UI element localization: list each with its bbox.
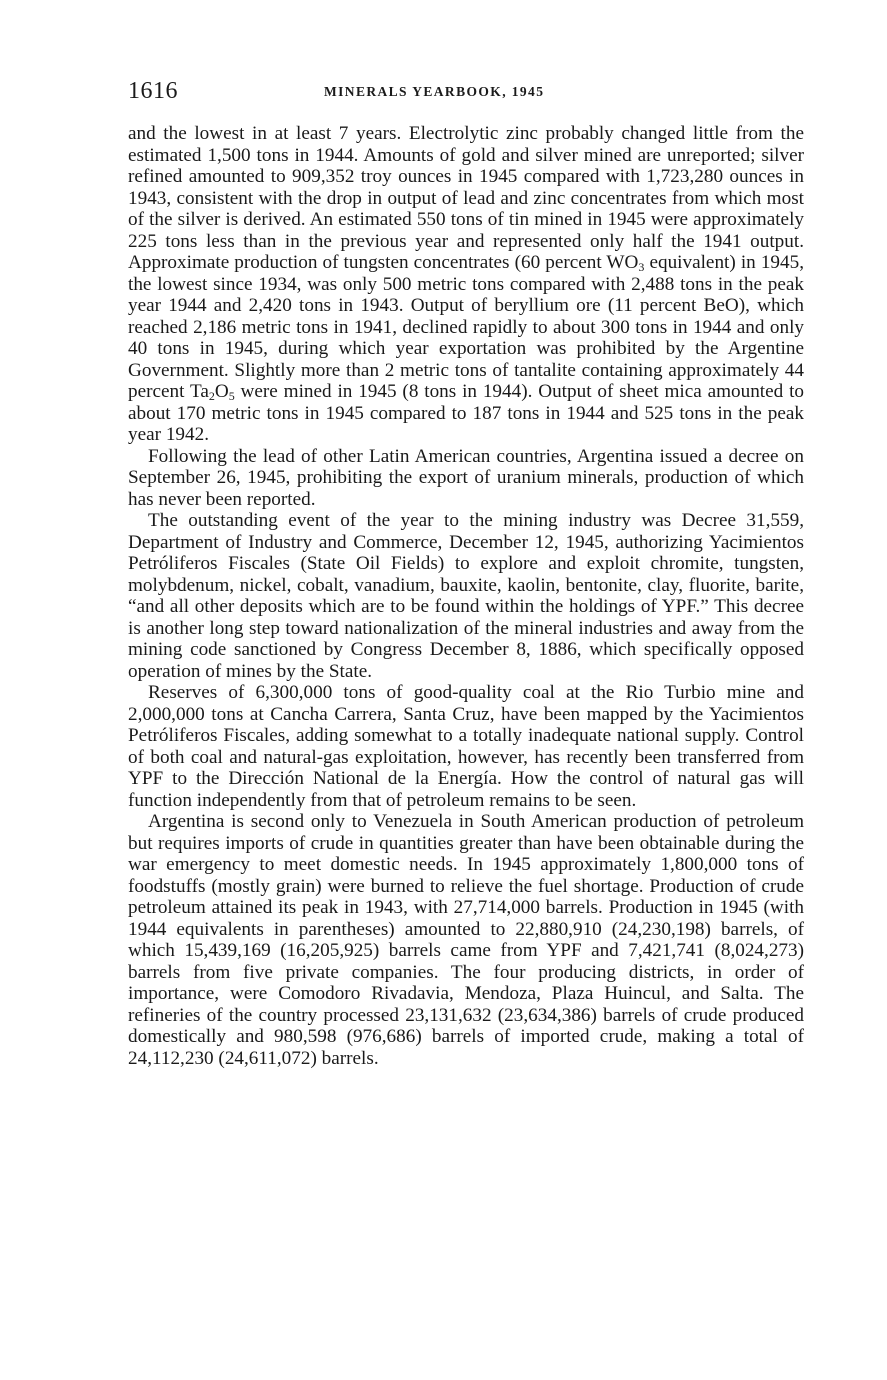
text-run: were mined in 1945 (8 tons in 1944). Output of sheet mica amounted to about 170 metric tons in 1945 compared to 187 tons in 1944 and 525 tons in the peak year 1942. — [128, 381, 804, 445]
page-header — [128, 76, 804, 108]
paragraph-uranium-decree: Following the lead of other Latin American countries, Argentina issued a decree on September 26, 1945, prohibiting the export of uranium minerals, production of which has never been reported. — [128, 445, 804, 510]
paragraph-decree-31559: The outstanding event of the year to the mining industry was Decree 31,559, Department of Industry and Commerce, December 12, 1945, authorizing Yacimientos Petróliferos Fiscales (State Oil Fields) to explore and exploit chromite, tungsten, molybdenum, nickel, cobalt, vanadium, bauxite, kaolin, bentonite, clay, fluorite, barite, “and all other deposits which are to be found within the holdings of YPF.” This decree is another long step toward nationalization of the mineral industries and away from the mining code sanctioned by Congress December 8, 1886, which specifically opposed operation of mines by the State. — [128, 510, 804, 682]
subscript: 2 — [208, 389, 215, 403]
subscript: 5 — [228, 389, 235, 403]
page-number: 1616 — [128, 78, 178, 104]
paragraph-coal-reserves: Reserves of 6,300,000 tons of good-quality coal at the Rio Turbio mine and 2,000,000 tons at Cancha Carrera, Santa Cruz, have been mapped by the Yacimientos Petróliferos Fiscales, adding somewhat to a totally inadequate national supply. Control of both coal and natural-gas exploitation, however, has recently been transferred from YPF to the Dirección National de la Energía. How the control of natural gas will function independently from that of petroleum remains to be seen. — [128, 682, 804, 811]
text-run: and the lowest in at least 7 years. Electrolytic zinc probably changed little from the estimated 1,500 tons in 1944. Amounts of gold and silver mined are unreported; silver refined amounted to 909,352 troy ounces in 1945 compared with 1,723,280 ounces in 1943, consistent with the drop in output of lead and zinc concentrates from which most of the silver is derived. An estimated 550 tons of tin mined in 1945 were approximately 225 tons less than in the previous year and represented only half the 1941 output. Approximate production of tungsten concentrates (60 percent WO — [128, 123, 804, 273]
text-run: O — [214, 381, 229, 402]
running-title: MINERALS YEARBOOK, 1945 — [324, 84, 545, 99]
paragraph-minerals-output — [128, 123, 804, 446]
subscript: 3 — [638, 260, 645, 274]
text-run: equivalent) in 1945, the lowest since 1934, was only 500 metric tons compared with 2,488 tons in the peak year 1944 and 2,420 tons in 1943. Output of beryllium ore (11 percent BeO), which reached 2,186 metric tons in 1941, declined rapidly to about 300 tons in 1944 and only 40 tons in 1945, during which year exportation was prohibited by the Argentine Government. Slightly more than 2 metric tons of tantalite containing approximately 44 percent Ta — [128, 252, 804, 402]
paragraph-petroleum: Argentina is second only to Venezuela in South American production of petroleum but requires imports of crude in quantities greater than have been obtainable during the war emergency to meet domestic needs. In 1945 approximately 1,800,000 tons of foodstuffs (mostly grain) were burned to relieve the fuel shortage. Production of crude petroleum attained its peak in 1943, with 27,714,000 barrels. Production in 1945 (with 1944 equivalents in parentheses) amounted to 22,880,910 (24,230,198) barrels, of which 15,439,169 (16,205,925) barrels came from YPF and 7,421,741 (8,024,273) barrels from five private companies. The four producing districts, in order of importance, were Comodoro Rivadavia, Mendoza, Plaza Huincul, and Salta. The refineries of the country processed 23,131,632 (23,634,386) barrels of crude produced domestically and 980,598 (976,686) barrels of imported crude, making a total of 24,112,230 (24,611,072) barrels. — [128, 811, 804, 1069]
body-text — [128, 123, 804, 1069]
